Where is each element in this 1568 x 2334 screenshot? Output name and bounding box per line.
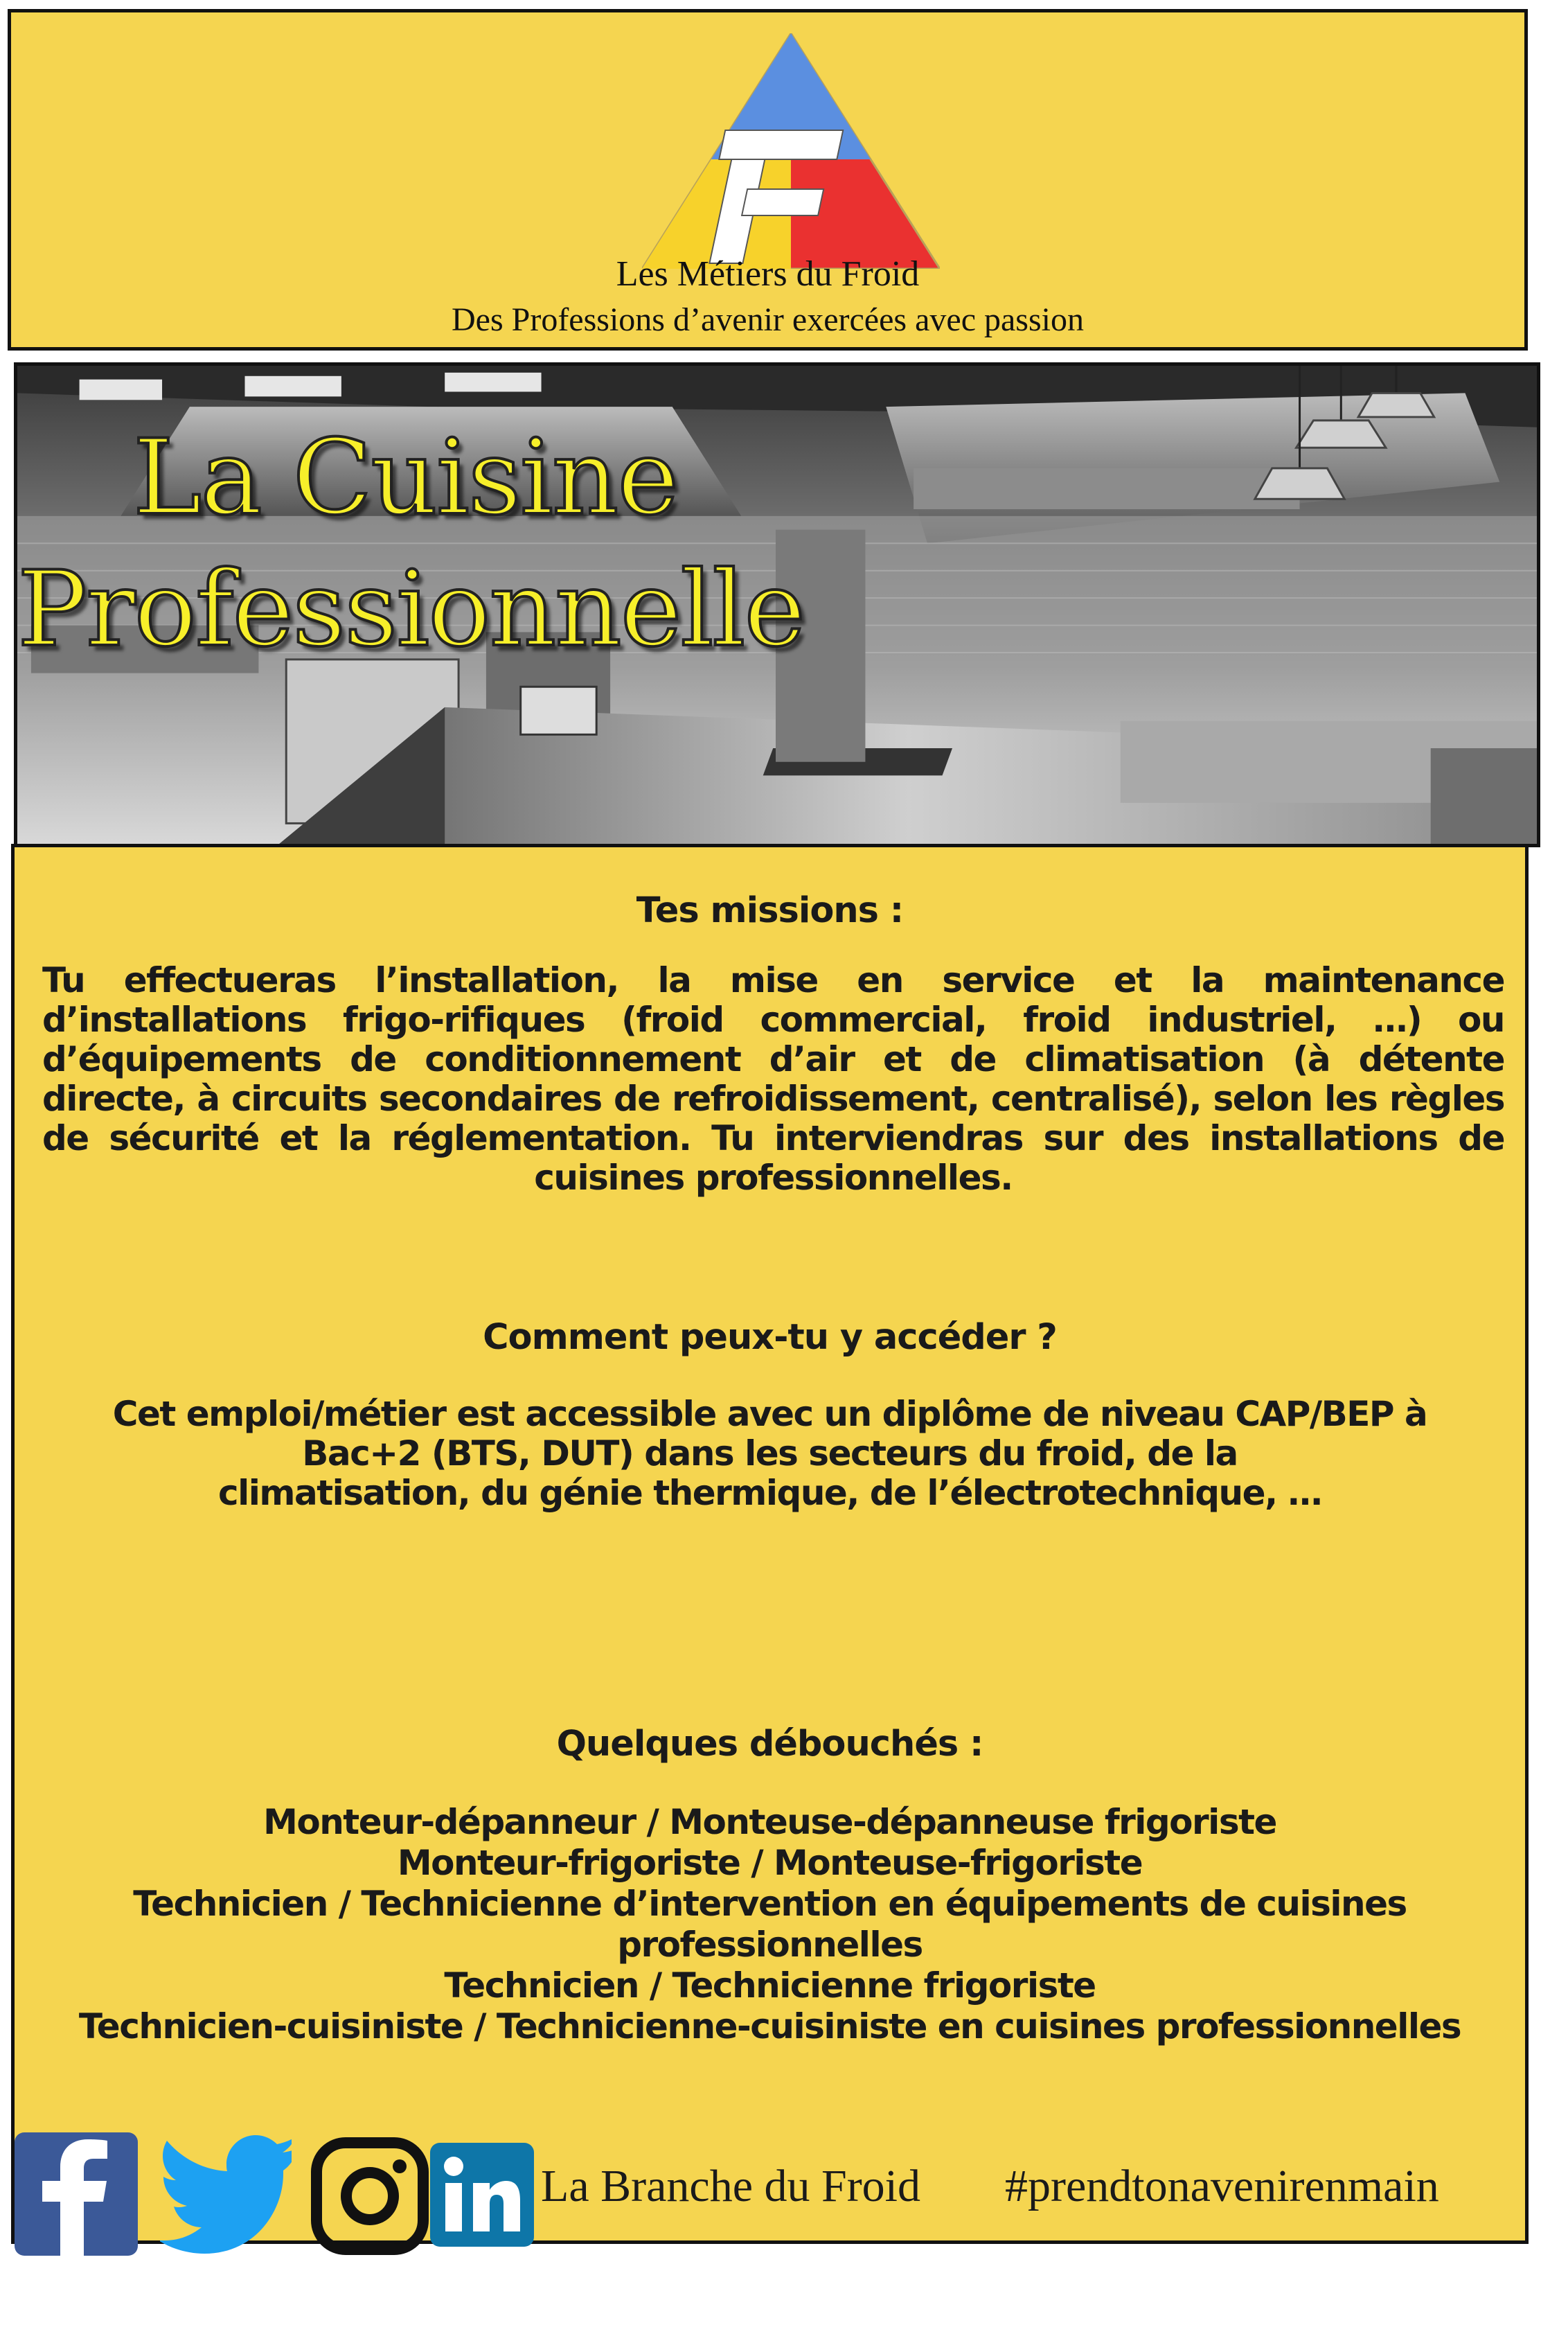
content-panel (11, 844, 1529, 2244)
twitter-icon[interactable] (160, 2132, 292, 2256)
missions-heading: Tes missions : (636, 890, 904, 931)
jobs-list-item: Monteur-dépanneur / Monteuse-dépanneuse frigoriste (263, 1802, 1276, 1842)
metiers-du-froid-logo (642, 33, 940, 269)
hero-title-line1: La Cuisine (132, 418, 678, 538)
jobs-heading: Quelques débouchés : (556, 1724, 983, 1765)
header-tagline: Des Professions d’avenir exercées avec passion (451, 301, 1084, 338)
access-text (56, 1395, 1484, 1513)
facebook-icon[interactable] (15, 2132, 138, 2256)
jobs-list-item: Technicien / Technicienne frigoriste (444, 1965, 1096, 2006)
linkedin-icon[interactable] (430, 2143, 534, 2247)
header-title: Les Métiers du Froid (616, 254, 920, 294)
hero-title-line2: Professionnelle (17, 549, 805, 670)
access-heading: Comment peux-tu y accéder ? (483, 1317, 1057, 1358)
access-text-line2: climatisation, du génie thermique, de l’électrotechnique, … (218, 1473, 1321, 1513)
missions-text: Tu effectueras l’installation, la mise en service et la maintenance d’installations frigo-rifiques (froid commercial, froid industriel, …) ou d’équipements de conditionnement d’air et de climatisation (à détente directe, à circuits secondaires de refroidissement, centralisé), selon les règles de sécurité et la réglementation. Tu interviendras sur des installations de cuisines professionnelles. (42, 960, 1504, 1198)
instagram-icon[interactable] (311, 2137, 429, 2255)
jobs-list (15, 1802, 1525, 2047)
jobs-list-item: Technicien-cuisiniste / Technicienne-cuisiniste en cuisines professionnelles (78, 2006, 1461, 2046)
access-text-line1: Cet emploi/métier est accessible avec un diplôme de niveau CAP/BEP à Bac+2 (BTS, DUT) dans les secteurs du froid, de la (112, 1394, 1427, 1474)
header-banner (8, 9, 1528, 351)
hero-banner (14, 362, 1540, 847)
jobs-list-item: Monteur-frigoriste / Monteuse-frigoriste (397, 1843, 1143, 1883)
footer-brand: La Branche du Froid (541, 2161, 921, 2211)
footer-hashtag[interactable]: #prendtonavenirenmain (1005, 2161, 1439, 2211)
jobs-list-item: Technicien / Technicienne d’intervention en équipements de cuisines professionnelles (133, 1884, 1407, 1965)
